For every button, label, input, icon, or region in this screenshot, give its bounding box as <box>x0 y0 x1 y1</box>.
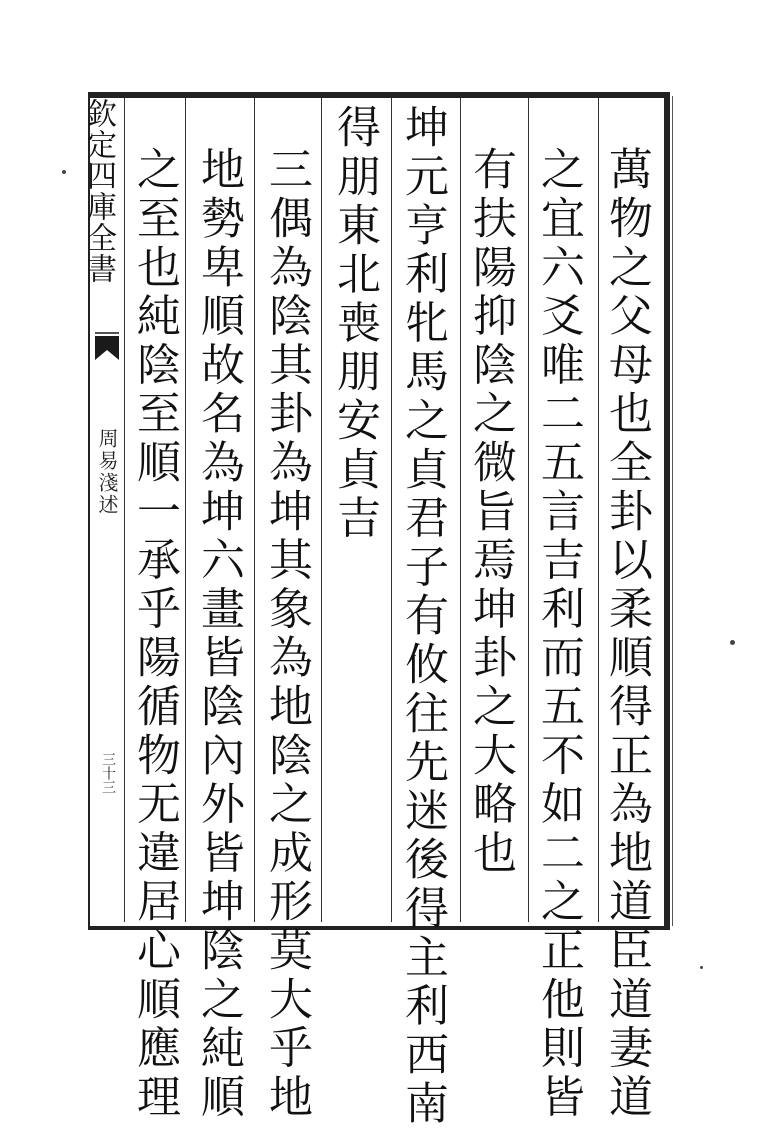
scan-speck <box>700 966 703 969</box>
text-column-1: 萬物之父母也全卦以柔順得正為地道臣道妻道 <box>601 146 652 1122</box>
scan-speck <box>730 640 735 645</box>
column-divider <box>391 98 392 922</box>
fishtail-mark-icon <box>93 330 121 368</box>
text-column-8: 之至也純陰至順一承乎陽循物无違居心順應理 <box>129 146 180 1122</box>
text-column-2: 之宜六爻唯二五言吉利而五不如二之正他則皆 <box>533 146 584 1122</box>
column-divider <box>598 98 599 922</box>
column-divider <box>528 98 529 922</box>
column-divider <box>124 98 125 922</box>
column-divider <box>185 98 186 922</box>
right-inner-rule <box>672 96 673 926</box>
page-number: 三十三 <box>100 752 116 794</box>
column-divider <box>321 98 322 922</box>
book-title: 周易淺述 <box>95 428 119 516</box>
scan-speck <box>62 170 66 174</box>
text-column-4: 坤元亨利牝馬之貞君子有攸往先迷後得主利西南 <box>397 104 448 1129</box>
text-column-7: 地勢卑順故名為坤六畫皆陰內外皆坤陰之純順 <box>193 146 244 1122</box>
text-column-3: 有扶陽抑陰之微旨焉坤卦之大略也 <box>465 146 516 878</box>
column-divider <box>254 98 255 922</box>
collection-title: 欽定四庫全書 <box>81 98 116 284</box>
text-column-5: 得朋東北喪朋安貞吉 <box>329 104 380 544</box>
column-divider <box>460 98 461 922</box>
text-column-6: 三偶為陰其卦為坤其象為地陰之成形莫大乎地 <box>261 146 312 1122</box>
